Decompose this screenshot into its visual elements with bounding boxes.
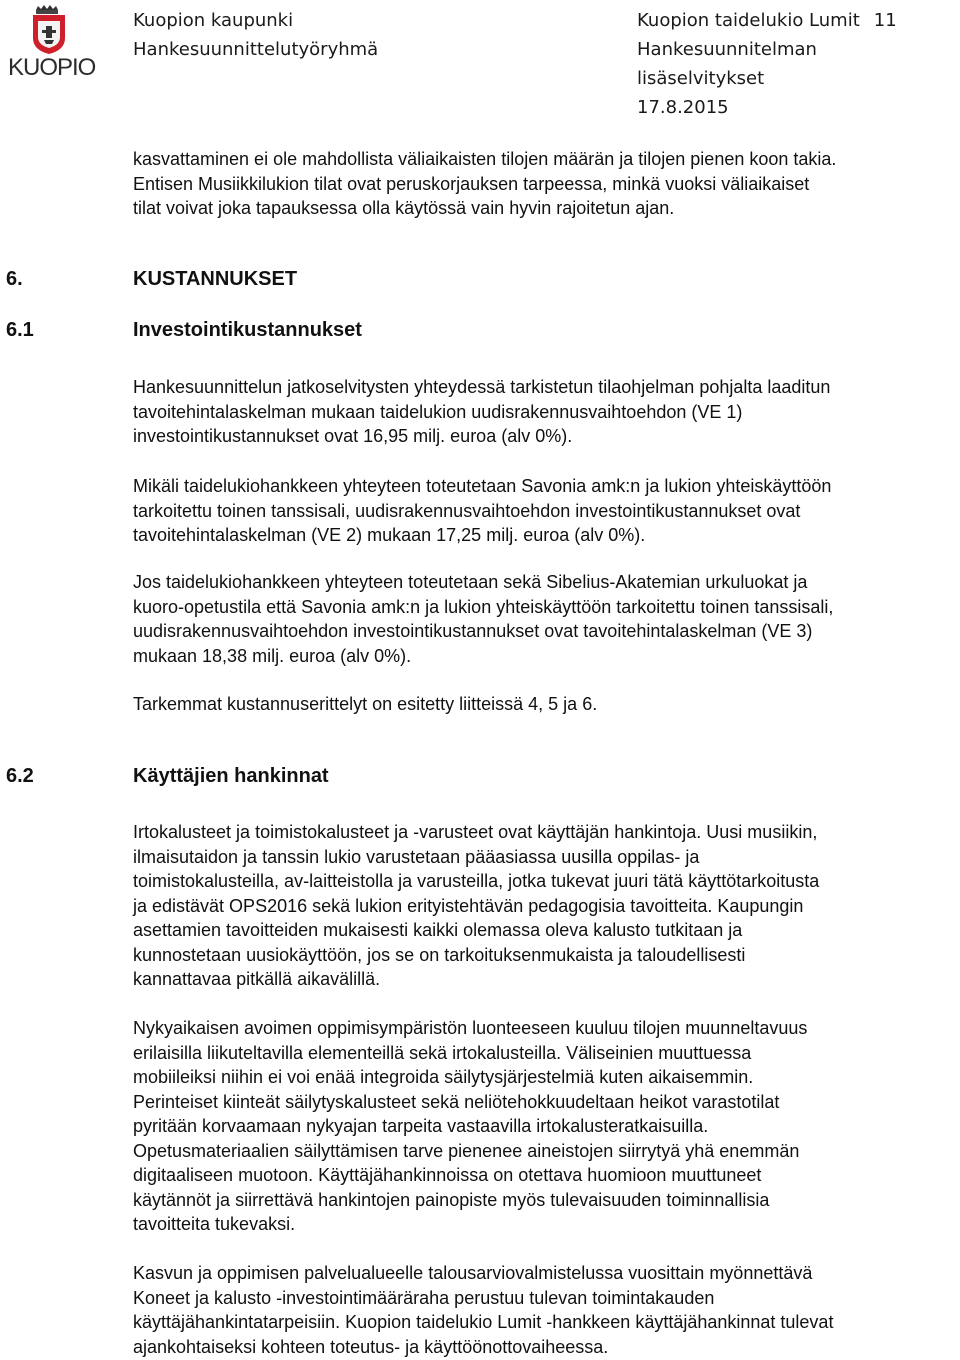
paragraph-ve2: [133, 474, 831, 548]
section-6-1-heading: [6, 318, 606, 346]
text-line: Mikäli taidelukiohankkeen yhteyteen toteutetaan Savonia amk:n ja lukion yhteiskäyttöön: [133, 476, 832, 496]
paragraph-budget: [133, 1261, 833, 1359]
paragraph-learning-environment: [133, 1016, 807, 1237]
header-group: Hankesuunnittelutyöryhmä: [133, 39, 379, 60]
header-project: Kuopion taidelukio Lumit: [637, 10, 860, 31]
text-line: Tarkemmat kustannuserittelyt on esitetty liitteissä 4, 5 ja 6.: [133, 694, 598, 714]
text-line: tilat voivat joka tapauksessa olla käytössä vain hyvin rajoitetun ajan.: [133, 198, 675, 218]
header-organization: Kuopion kaupunki: [133, 10, 294, 31]
text-line: tavoitteita tukevaksi.: [133, 1214, 296, 1234]
text-line: kasvattaminen ei ole mahdollista väliaikaisten tilojen määrän ja tilojen pienen koon takia.: [133, 149, 837, 169]
text-line: toimistokalusteilla, av-laitteistolla ja varusteilla, jotka tukevat juuri tätä käyttötarkoitusta: [133, 871, 820, 891]
text-line: Jos taidelukiohankkeen yhteyteen toteutetaan sekä Sibelius-Akatemian urkuluokat ja: [133, 572, 808, 592]
text-line: kuoro-opetustila että Savonia amk:n ja lukion yhteiskäyttöön tarkoitettu toinen tanssisali,: [133, 596, 834, 617]
section-6-heading: [6, 267, 606, 295]
text-line: ja edistävät OPS2016 sekä lukion erityistehtävän pedagogisia tavoitteita. Kaupungin: [133, 895, 804, 916]
text-line: uudisrakennusvaihtoehdon investointikustannukset ovat tavoitehintalaskelman (VE 3): [133, 621, 813, 641]
text-line: Opetusmateriaalien säilyttämisen tarve pienenee aineistojen siirrytyä yhä enemmän: [133, 1140, 800, 1161]
header-right: [637, 6, 957, 122]
kuopio-logo: [8, 4, 96, 84]
text-line: tavoitehintalaskelman (VE 2) mukaan 17,25 milj. euroa (alv 0%).: [133, 525, 646, 545]
text-line: tavoitehintalaskelman mukaan taidelukion uudisrakennusvaihtoehdon (VE 1): [133, 401, 743, 422]
text-line: kannattavaa pitkällä aikavälillä.: [133, 969, 381, 989]
text-line: erilaisilla liikuteltavilla elementeillä sekä irtokalusteilla. Väliseinien muuttuessa: [133, 1042, 752, 1063]
section-number: 6.1: [6, 319, 34, 341]
text-line: asettamien tavoitteiden mukaisesti kaikki olemassa oleva kalusto tutkitaan ja: [133, 920, 743, 940]
paragraph-ve3: [133, 570, 833, 668]
section-6-2-heading: [6, 764, 606, 792]
text-line: Entisen Musiikkilukion tilat ovat peruskorjauksen tarpeessa, minkä vuoksi väliaikaiset: [133, 173, 810, 194]
section-number: 6.2: [6, 765, 34, 787]
section-title: KUSTANNUKSET: [133, 268, 298, 290]
text-line: Hankesuunnittelun jatkoselvitysten yhteydessä tarkistetun tilaohjelman pohjalta laaditun: [133, 377, 831, 397]
text-line: Irtokalusteet ja toimistokalusteet ja -varusteet ovat käyttäjän hankintoja. Uusi musiikin,: [133, 822, 818, 842]
header-left: [133, 6, 378, 64]
text-line: tarkoitettu toinen tanssisali, uudisrakennusvaihtoehdon investointikustannukset ovat: [133, 500, 801, 521]
coat-of-arms-icon: [8, 4, 90, 56]
text-line: käyttäjähankintatarpeisiin. Kuopion taidelukio Lumit -hankkeen käyttäjähankinnat tulevat: [133, 1312, 834, 1332]
text-line: käytännöt ja siirrettävä hankintojen painopiste myös tulevaisuuden toiminnallisia: [133, 1189, 770, 1210]
text-line: mobiileiksi niihin ei voi enää integroida säilytysjärjestelmiä kuten aikaisemmin.: [133, 1067, 754, 1087]
section-number: 6.: [6, 268, 23, 290]
text-line: ilmaisutaidon ja tanssin lukio varustetaan pääasiassa uusilla oppilas- ja: [133, 846, 700, 867]
text-line: ajankohtaiseksi kohteen toteutus- ja käyttöönottovaiheessa.: [133, 1336, 609, 1357]
text-line: mukaan 18,38 milj. euroa (alv 0%).: [133, 645, 412, 666]
section-title: Investointikustannukset: [133, 319, 362, 341]
intro-paragraph: [133, 147, 836, 221]
section-title: Käyttäjien hankinnat: [133, 765, 329, 787]
page-number: 11: [873, 10, 897, 31]
text-line: Nykyaikaisen avoimen oppimisympäristön luonteeseen kuuluu tilojen muunneltavuus: [133, 1018, 808, 1038]
text-line: Koneet ja kalusto -investointimääräraha perustuu tulevan toimintakauden: [133, 1287, 715, 1308]
logo-wordmark: KUOPIO: [8, 54, 96, 81]
text-line: digitaaliseen muotoon. Käyttäjähankinnoissa on otettava huomioon muuttuneet: [133, 1165, 762, 1185]
text-line: investointikustannukset ovat 16,95 milj. euroa (alv 0%).: [133, 426, 573, 446]
paragraph-appendix-note: [133, 692, 597, 717]
paragraph-furniture: [133, 820, 819, 992]
text-line: pyritään korvaamaan nykyajan tarpeita vastaavilla irtokalusteratkaisuilla.: [133, 1116, 709, 1136]
text-line: Kasvun ja oppimisen palvelualueelle talousarviovalmistelussa vuosittain myönnettävä: [133, 1263, 813, 1283]
header-doc-type: Hankesuunnitelman: [637, 39, 817, 60]
text-line: kunnostetaan uusiokäyttöön, jos se on tarkoituksenmukaista ja taloudellisesti: [133, 944, 746, 965]
paragraph-ve1: [133, 375, 830, 449]
header-date: 17.8.2015: [637, 97, 729, 118]
header-doc-subtype: lisäselvitykset: [637, 68, 765, 89]
header-project-line: [637, 6, 957, 35]
text-line: Perinteiset kiinteät säilytyskalusteet sekä neliötehokkuudeltaan heikot varastotilat: [133, 1091, 780, 1112]
